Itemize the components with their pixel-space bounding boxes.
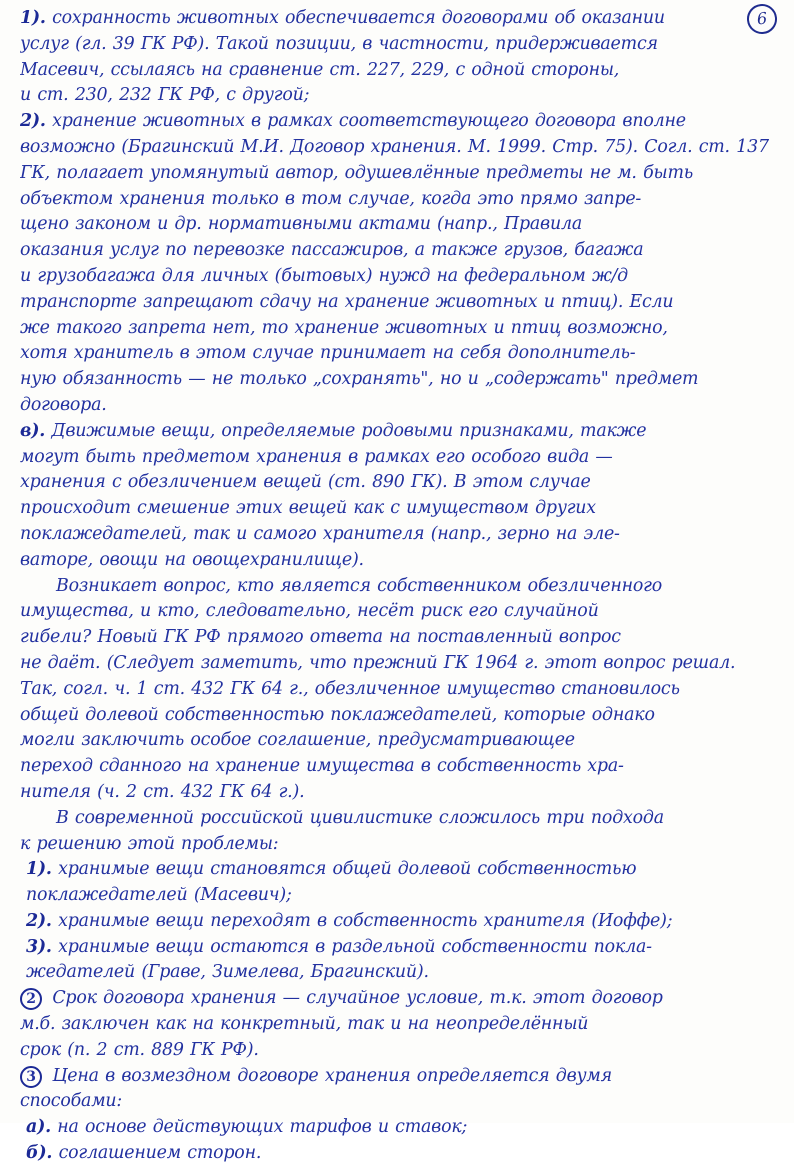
text-line (20, 728, 770, 754)
text-line (20, 1064, 770, 1090)
line-text: возможно (Брагинский М.И. Договор хранения. М. 1999. Стр. 75). Согл. ст. 137 (20, 136, 769, 157)
line-text: жедателей (Граве, Зимелева, Брагинский). (26, 962, 429, 983)
line-text: не даёт. (Следует заметить, что прежний ГК 1964 г. этот вопрос решал. (20, 652, 736, 673)
text-line (20, 677, 770, 703)
line-text: способами: (20, 1091, 123, 1112)
text-line (20, 883, 770, 909)
text-line (20, 367, 770, 393)
line-text: и ст. 230, 232 ГК РФ, с другой; (20, 85, 310, 106)
text-line (20, 290, 770, 316)
text-line (20, 754, 770, 780)
text-line (20, 1012, 770, 1038)
text-line (20, 316, 770, 342)
list-marker: в). (20, 420, 46, 441)
text-line (20, 445, 770, 471)
circled-section-number: 3 (20, 1066, 42, 1088)
handwritten-text-block (20, 6, 770, 1167)
text-line (20, 496, 770, 522)
line-text: происходит смешение этих вещей как с имуществом других (20, 498, 596, 519)
line-text: м.б. заключен как на конкретный, так и на неопределённый (20, 1014, 589, 1035)
text-line (20, 703, 770, 729)
text-line (20, 393, 770, 419)
text-line (20, 161, 770, 187)
line-text: хранение животных в рамках соответствующего договора вполне (45, 111, 686, 132)
line-text: хранимые вещи остаются в раздельной собственности покла- (51, 936, 652, 957)
text-line (20, 419, 770, 445)
text-line (20, 960, 770, 986)
line-text: хранимые вещи становятся общей долевой собственностью (51, 859, 637, 880)
text-line (20, 522, 770, 548)
text-line (20, 935, 770, 961)
text-line (20, 58, 770, 84)
text-line (20, 909, 770, 935)
line-text: на основе действующих тарифов и ставок; (50, 1117, 468, 1138)
text-line (20, 212, 770, 238)
text-line (20, 1038, 770, 1064)
line-text: В современной российской цивилистике сложилось три подхода (56, 807, 664, 828)
page-number-badge: 6 (746, 3, 779, 36)
text-line (20, 6, 770, 32)
text-line (20, 109, 770, 135)
text-line (20, 832, 770, 858)
line-text: Цена в возмездном договоре хранения определяется двумя (46, 1065, 612, 1086)
text-line (20, 1141, 770, 1167)
line-text: переход сданного на хранение имущества в собственность хра- (20, 756, 624, 777)
text-line (20, 806, 770, 832)
line-text: могут быть предметом хранения в рамках его особого вида — (20, 446, 613, 467)
text-line (20, 1115, 770, 1141)
line-text: услуг (гл. 39 ГК РФ). Такой позиции, в частности, придерживается (20, 33, 658, 54)
line-text: ваторе, овощи на овощехранилище). (20, 549, 364, 570)
text-line (20, 238, 770, 264)
text-line (20, 32, 770, 58)
text-line (20, 135, 770, 161)
text-line (20, 187, 770, 213)
line-text: хранения с обезличением вещей (ст. 890 ГК). В этом случае (20, 472, 591, 493)
list-marker: 1). (26, 859, 52, 880)
line-text: сохранность животных обеспечивается договорами об оказании (45, 8, 665, 28)
line-text: хранимые вещи переходят в собственность хранителя (Иоффе); (51, 910, 673, 931)
text-line (20, 83, 770, 109)
line-text: и грузобагажа для личных (бытовых) нужд на федеральном ж/д (20, 265, 629, 286)
text-line (20, 651, 770, 677)
line-text: хотя хранитель в этом случае принимает на себя дополнитель- (20, 343, 636, 364)
line-text: Возникает вопрос, кто является собственником обезличенного (56, 575, 662, 596)
text-line (20, 1089, 770, 1115)
line-text: ГК, полагает упомянутый автор, одушевлённые предметы не м. быть (20, 162, 694, 183)
text-line (20, 264, 770, 290)
line-text: общей долевой собственностью поклажедателей, которые однако (20, 704, 655, 725)
line-text: щено законом и др. нормативными актами (напр., Правила (20, 214, 583, 235)
line-text: поклажедателей, так и самого хранителя (напр., зерно на эле- (20, 523, 620, 544)
line-text: к решению этой проблемы: (20, 833, 279, 854)
line-text: объектом хранения только в том случае, когда это прямо запре- (20, 188, 642, 209)
line-text: поклажедателей (Масевич); (26, 885, 292, 906)
text-line (20, 780, 770, 806)
list-marker: 2). (20, 111, 46, 132)
text-line (20, 857, 770, 883)
line-text: договора. (20, 394, 107, 415)
line-text: транспорте запрещают сдачу на хранение животных и птиц). Если (20, 291, 674, 312)
line-text: же такого запрета нет, то хранение животных и птиц возможно, (20, 317, 668, 338)
line-text: могли заключить особое соглашение, предусматривающее (20, 730, 575, 751)
line-text: имущества, и кто, следовательно, несёт риск его случайной (20, 601, 599, 622)
list-marker: б). (26, 1143, 53, 1164)
line-text: нителя (ч. 2 ст. 432 ГК 64 г.). (20, 781, 305, 802)
text-line (20, 341, 770, 367)
list-marker: 2). (26, 910, 52, 931)
line-text: срок (п. 2 ст. 889 ГК РФ). (20, 1039, 259, 1060)
line-text: гибели? Новый ГК РФ прямого ответа на поставленный вопрос (20, 627, 621, 648)
line-text: Масевич, ссылаясь на сравнение ст. 227, 229, с одной стороны, (20, 59, 620, 80)
text-line (20, 625, 770, 651)
line-text: Так, согл. ч. 1 ст. 432 ГК 64 г., обезличенное имущество становилось (20, 678, 680, 699)
line-text: Движимые вещи, определяемые родовыми признаками, также (45, 420, 647, 441)
list-marker: 1). (20, 8, 46, 28)
list-marker: 3). (26, 936, 52, 957)
text-line (20, 986, 770, 1012)
line-text: соглашением сторон. (52, 1143, 262, 1164)
text-line (20, 574, 770, 600)
list-marker: а). (26, 1117, 51, 1138)
line-text: Срок договора хранения — случайное условие, т.к. этот договор (46, 988, 663, 1009)
line-text: ную обязанность — не только „сохранять", но и „содержать" предмет (20, 369, 699, 390)
line-text: оказания услуг по перевозке пассажиров, а также грузов, багажа (20, 240, 644, 261)
text-line (20, 599, 770, 625)
text-line (20, 548, 770, 574)
circled-section-number: 2 (20, 988, 42, 1010)
text-line (20, 470, 770, 496)
